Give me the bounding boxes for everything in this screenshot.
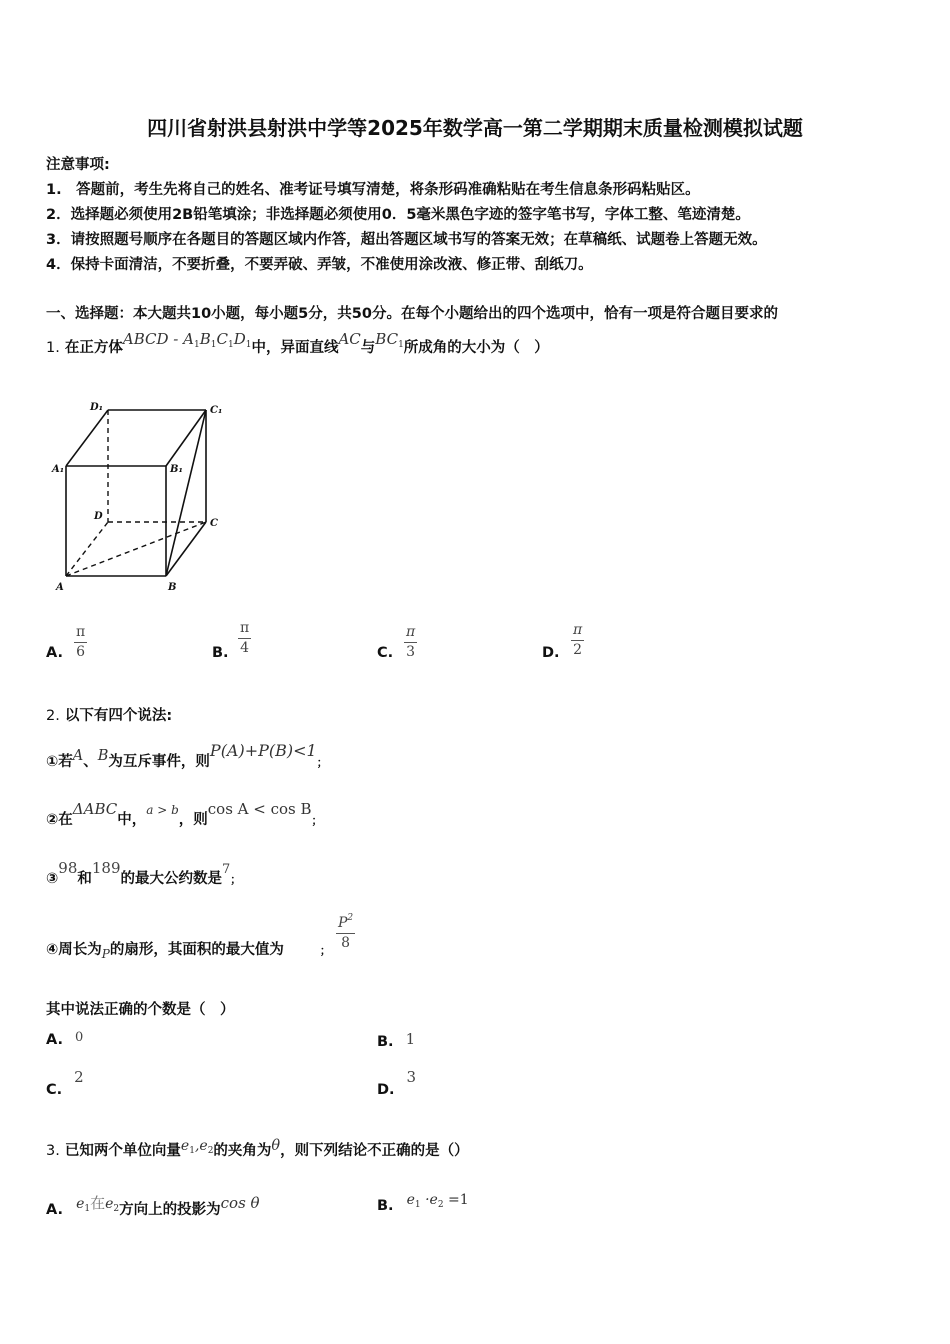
q2-stem-text: 以下有四个说法: [64,708,173,724]
s2-mid1: 中， [117,812,147,828]
frac-bar [238,638,251,639]
q3b-dot-e2: ·e [425,1192,438,1208]
notice-item-2: 2．选择题必须使用2B铅笔填涂；非选择题必须使用0．5毫米黑色字迹的签字笔书写，字体工整、笔迹清楚。 [46,207,750,223]
frac-bar [74,642,87,643]
q1-text-3: 与 [360,340,376,356]
q2-option-d-label: D. [377,1082,395,1098]
frac-bar [571,640,584,641]
section-heading: 一、选择题：本大题共10小题，每小题5分，共50分。在每个小题给出的四个选项中，恰有一项是符合题目要求的 [46,306,778,322]
q1-option-c-label: C. [377,645,394,661]
s4-mid: 的扇形，其面积的最大值为 [109,942,284,958]
s4-p: P [101,947,110,961]
s2-pre: ②在 [46,812,73,828]
label-a: A [56,582,64,593]
q3-text-1: 已知两个单位向量 [64,1143,181,1159]
s1-sep: 、 [83,754,98,770]
q3a-e1: e [76,1196,85,1212]
s2-triangle: ΔABC [72,800,118,818]
s3-mid: 的最大公约数是 [120,871,223,887]
notice-heading: 注意事项: [46,157,110,173]
s4-pre: ④周长为 [46,942,102,958]
q2-statement-2 [46,800,323,829]
q1-option-c-value [404,624,417,660]
q2-option-d[interactable] [377,1068,417,1098]
q2-option-b-value: 1 [405,1030,416,1048]
q1-sub-c1: 1 [227,340,234,350]
q1-option-d-label: D. [542,645,560,661]
label-b: B [168,582,177,593]
q2-option-c[interactable] [46,1068,84,1098]
notice-item-1: 1. 答题前，考生先将自己的姓名、准考证号填写清楚，将条形码准确粘贴在考生信息条形码粘贴区。 [46,182,700,198]
question-1-number: 1. [46,340,60,356]
frac-den: 2 [573,642,583,658]
s4-fraction [336,913,355,951]
edge-d1a1 [66,410,108,466]
s1-a: A [72,748,84,764]
q1-option-a[interactable] [46,645,63,661]
question-3-number: 3. [46,1143,60,1159]
frac-bar [336,933,355,934]
q3b-e1: e [406,1192,415,1208]
q1-text-2: 中，异面直线 [251,340,339,356]
q3-theta: θ [271,1138,281,1154]
s4-end: ； [319,944,331,957]
q3-e2: e [199,1138,208,1154]
label-d1: D₁ [90,402,104,413]
q1-option-a-value [74,624,87,660]
q2-option-a-label: A. [46,1032,63,1048]
s2-cond: a > b [146,803,179,817]
s3-and: 和 [77,871,92,887]
q3-option-a[interactable] [46,1194,260,1220]
frac-num: π [573,622,583,638]
q1-option-d-value [571,622,584,658]
q3-text-2: 的夹角为 [213,1143,272,1159]
q1-cube-a: ABCD - A [122,330,194,348]
s3-n1: 98 [58,859,78,877]
q1-ac: AC [338,330,361,348]
s1-b: B [97,748,109,764]
frac-den: 6 [76,644,86,660]
s3-end: ； [230,873,242,886]
s1-pre: ①若 [46,754,73,770]
q1-cube-b: B [199,330,211,348]
notice-item-3: 3．请按照题号顺序在各题目的答题区域内作答，超出答题区域书写的答案无效；在草稿纸、试题卷上答题无效。 [46,232,767,248]
s3-n2: 189 [91,859,121,877]
q3-option-b-label: B. [377,1198,394,1214]
s2-mid2: ，则 [178,812,208,828]
label-c: C [210,518,218,529]
s3-pre: ③ [46,871,59,887]
q1-option-a-label: A. [46,645,63,661]
q1-cube-d: D [233,330,246,348]
q3-option-a-zai: 在 [90,1194,106,1212]
question-1-stem [46,330,549,358]
q1-option-b-value [238,620,251,656]
q3-option-a-e1: $e_1$ [76,1196,91,1214]
s3-n3: 7 [222,862,231,877]
q3b-eq: =1 [448,1192,469,1208]
s2-end: ； [311,814,323,827]
s1-mid: 为互斥事件，则 [108,754,210,770]
label-a1: A₁ [52,464,65,475]
q1-bc-sub: 1 [398,340,404,350]
q1-cube-c: C [216,330,228,348]
q3-option-b[interactable] [377,1192,469,1216]
page-title: 四川省射洪县射洪中学等2025年数学高一第二学期期末质量检测模拟试题 [147,116,803,140]
q1-sub-a1: 1 [193,340,200,350]
s4-num-exp: 2 [347,913,354,923]
s4-frac-num [336,913,355,931]
q1-text-4: 所成角的大小为（ ） [403,340,549,356]
q2-statement-3 [46,859,242,888]
hidden-diagonal-ac [66,522,206,576]
frac-num: π [240,620,250,636]
frac-bar [404,642,417,643]
q3-e1: e [180,1138,190,1154]
diagonal-bc1 [166,410,206,576]
q3-option-b-math: $e_1 \cdot e_2 =1$ [406,1192,469,1210]
label-c1: C₁ [210,405,223,416]
q2-option-c-label: C. [46,1082,63,1098]
q3-vectors: $e_1,e_2$ [180,1138,214,1156]
q3-option-a-e2: $e_2$ [105,1196,120,1214]
s2-math: cos A < cos B [207,800,312,818]
q2-option-a[interactable] [46,1032,83,1048]
q2-option-c-value: 2 [74,1068,84,1086]
frac-den: 3 [406,644,416,660]
question-3-stem [46,1139,469,1161]
q2-option-a-value: 0 [75,1030,84,1045]
q1-bc-letters: BC [375,330,399,348]
question-2-number: 2. [46,708,60,724]
s4-num-p: P [338,915,348,931]
label-b1: B₁ [170,464,183,475]
q1-cube-math [123,330,252,348]
q2-statement-4 [46,938,331,959]
q1-option-c[interactable] [377,645,393,661]
frac-num: π [76,624,86,640]
label-d: D [94,511,103,522]
q2-option-b[interactable] [377,1032,415,1050]
frac-num: π [406,624,416,640]
q1-option-b[interactable] [212,645,229,661]
q1-sub-b1: 1 [210,340,217,350]
q1-text-1: 在正方体 [64,340,123,356]
q2-statement-1 [46,741,328,771]
q2-option-b-label: B. [377,1034,394,1050]
q1-bc [375,330,404,348]
q2-option-d-value: 3 [406,1068,417,1086]
q1-option-d[interactable] [542,645,560,661]
q3-option-a-math: cos θ [220,1194,260,1212]
q3-option-a-label: A. [46,1202,63,1218]
q1-sub-d1: 1 [245,340,252,350]
cube-figure [50,398,230,594]
q3-option-a-text: 方向上的投影为 [119,1202,221,1218]
q3-text-3: ，则下列结论不正确的是（） [280,1143,469,1159]
question-2-stem [46,704,172,725]
s1-end: ； [316,756,328,769]
notice-item-4: 4．保持卡面清洁，不要折叠，不要弄破、弄皱，不准使用涂改液、修正带、刮纸刀。 [46,257,593,273]
q3a-e2: e [105,1196,114,1212]
q1-option-b-label: B. [212,645,229,661]
frac-den: 4 [240,640,250,656]
s1-math: P(A)+P(B)<1 [209,741,317,760]
s4-frac-den: 8 [341,935,351,951]
q2-ask: 其中说法正确的个数是（ ） [46,1002,235,1018]
